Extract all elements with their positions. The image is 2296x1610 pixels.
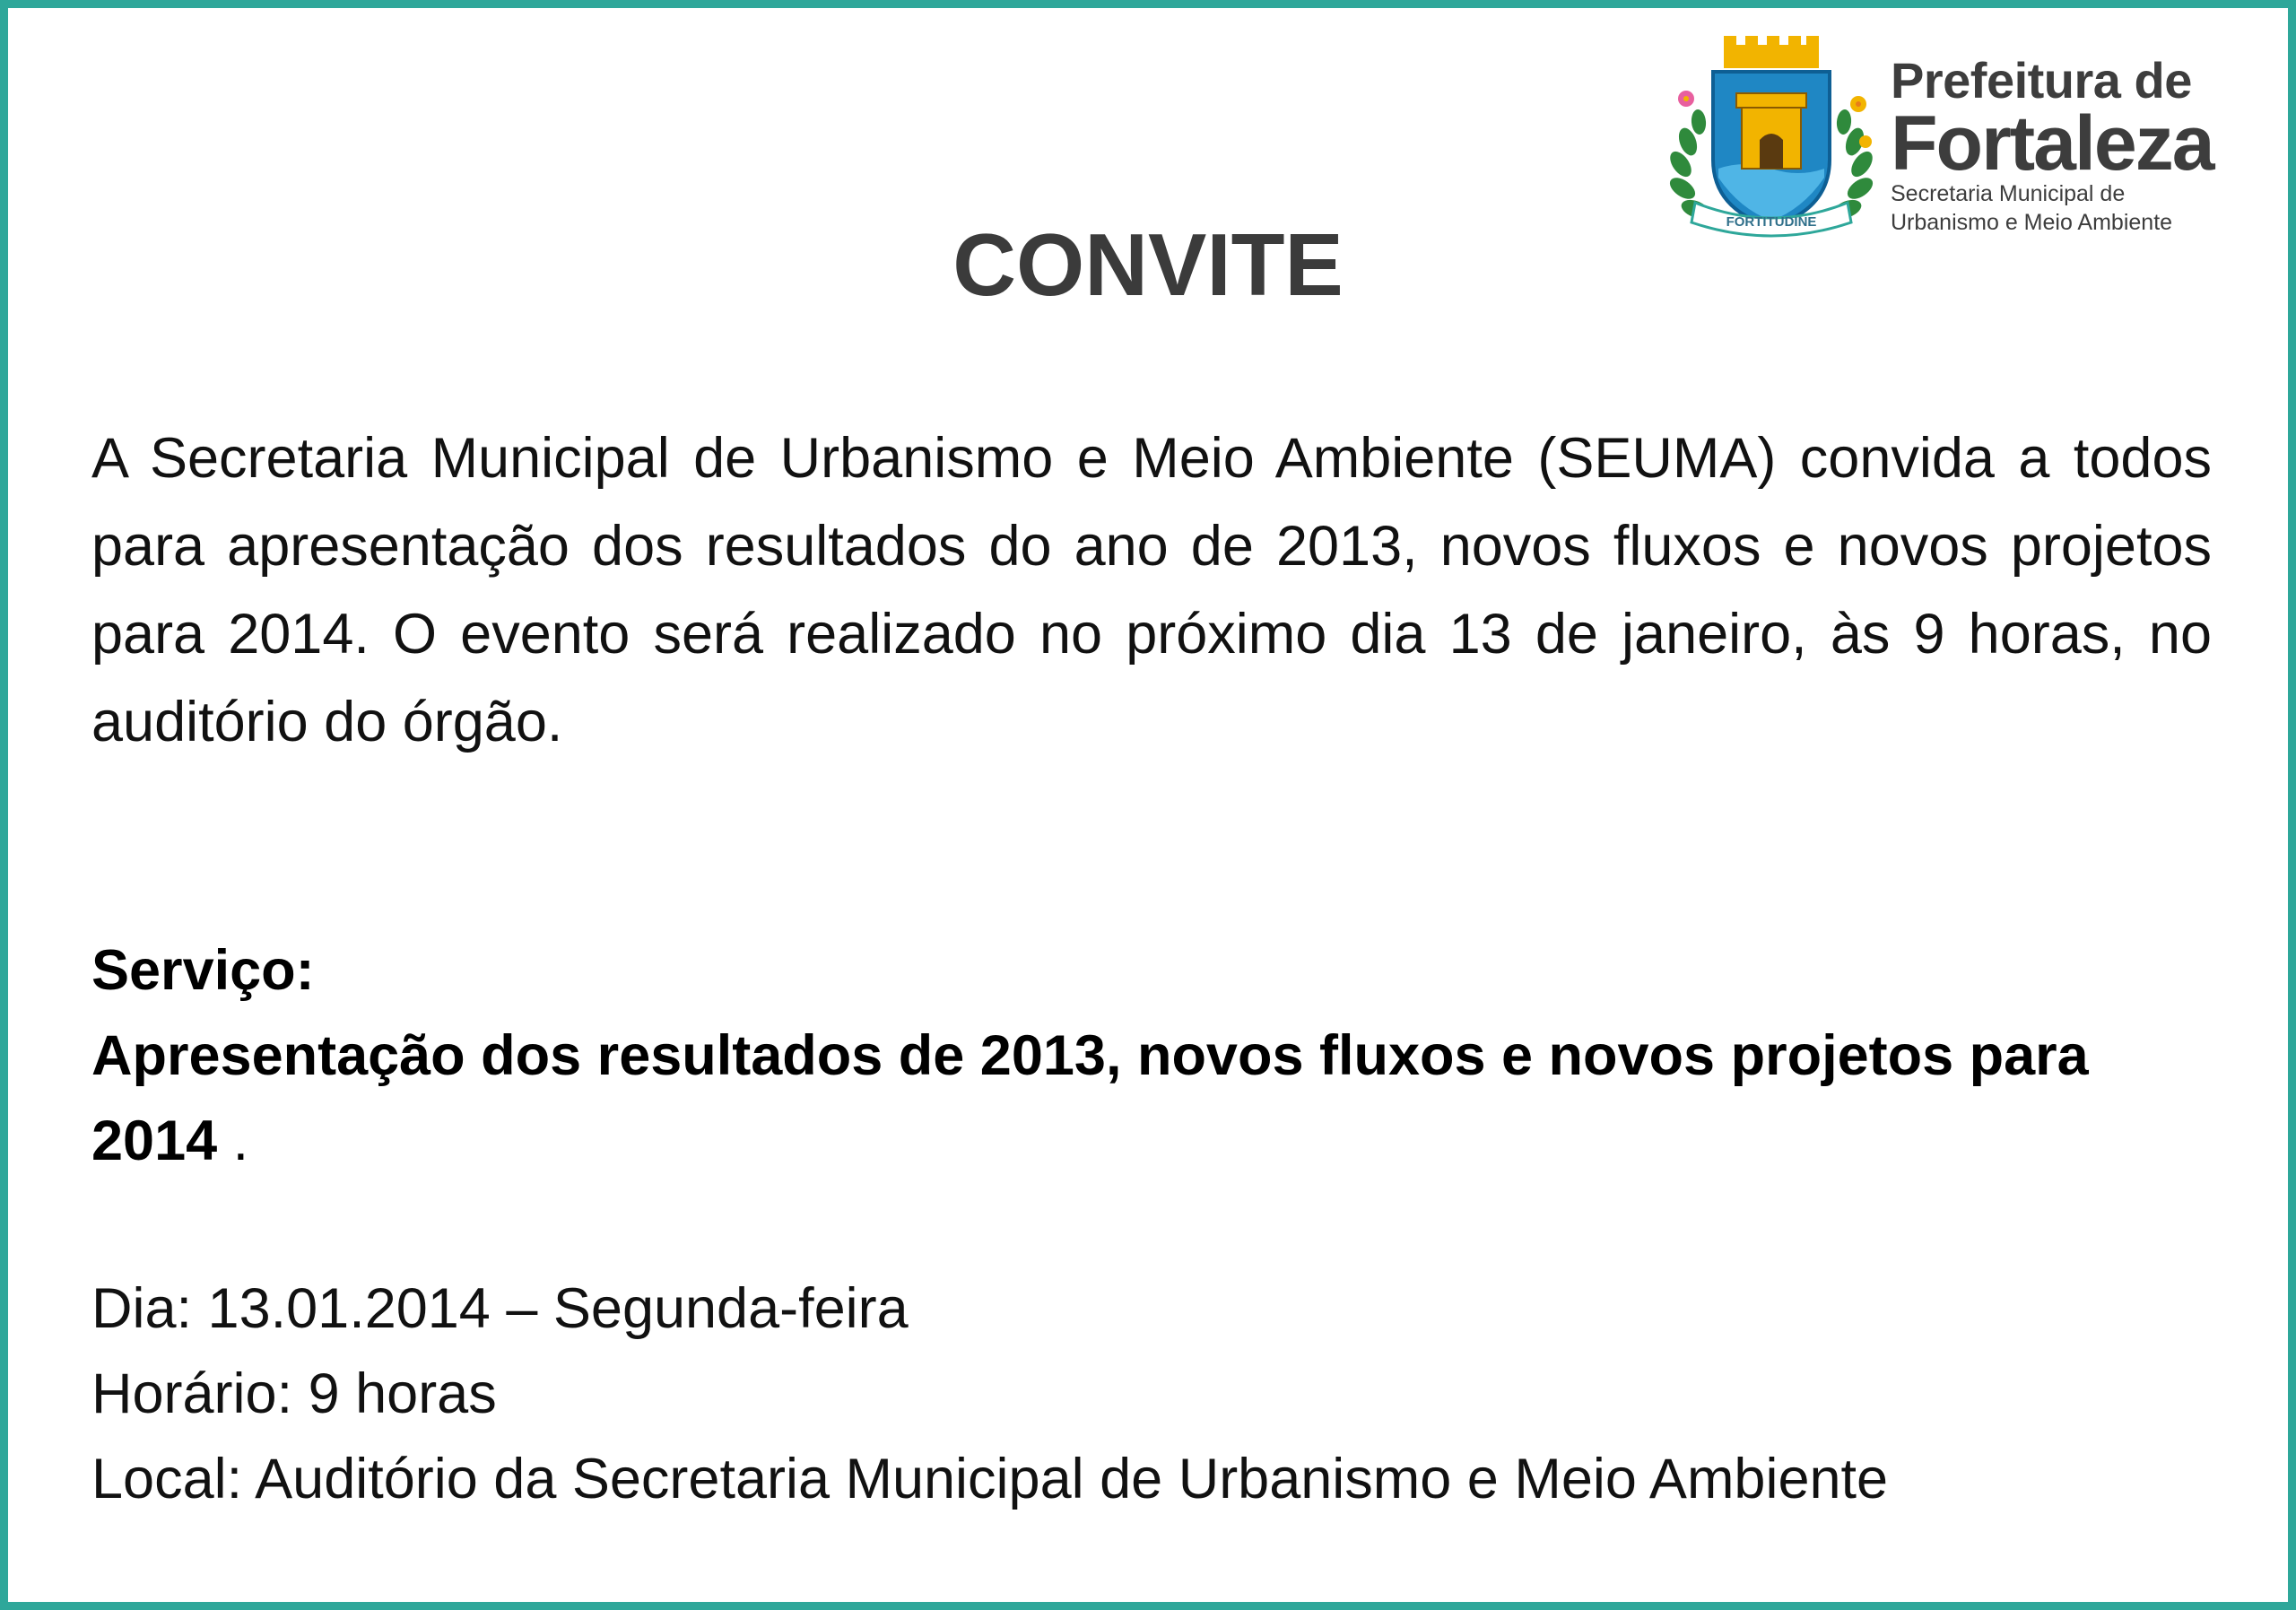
page-title: CONVITE	[952, 215, 1344, 314]
service-section	[91, 928, 2154, 1184]
service-description	[91, 1014, 2154, 1184]
logo-urbanismo-text: Urbanismo e Meio Ambiente	[1891, 210, 2173, 235]
event-day: Dia: 13.01.2014 – Segunda-feira	[91, 1277, 909, 1340]
service-suffix: .	[217, 1110, 249, 1172]
event-details	[91, 1266, 2244, 1522]
crest-motto: FORTITUDINE	[1726, 214, 1817, 230]
logo-secretaria-text: Secretaria Municipal de	[1891, 181, 2126, 206]
service-event: Apresentação dos resultados de 2013, novos fluxos e novos projetos para 2014	[91, 1024, 2089, 1172]
event-time: Horário: 9 horas	[91, 1362, 497, 1425]
logo-wordmark	[1891, 54, 2267, 237]
invitation-paragraph: A Secretaria Municipal de Urbanismo e Meio Ambiente (SEUMA) convida a todos para apresentação dos resultados do ano de 2013, novos fluxos e novos projetos para 2014. O evento será realizado no próximo dia 13 de janeiro, às 9 horas, no auditório do órgão.	[91, 427, 2212, 753]
service-label: Serviço:	[91, 939, 315, 1002]
event-place: Local: Auditório da Secretaria Municipal de Urbanismo e Meio Ambiente	[91, 1448, 1889, 1510]
logo-fortaleza-text: Fortaleza	[1891, 100, 2213, 187]
logo-prefeitura-text: Prefeitura de	[1891, 52, 2192, 109]
